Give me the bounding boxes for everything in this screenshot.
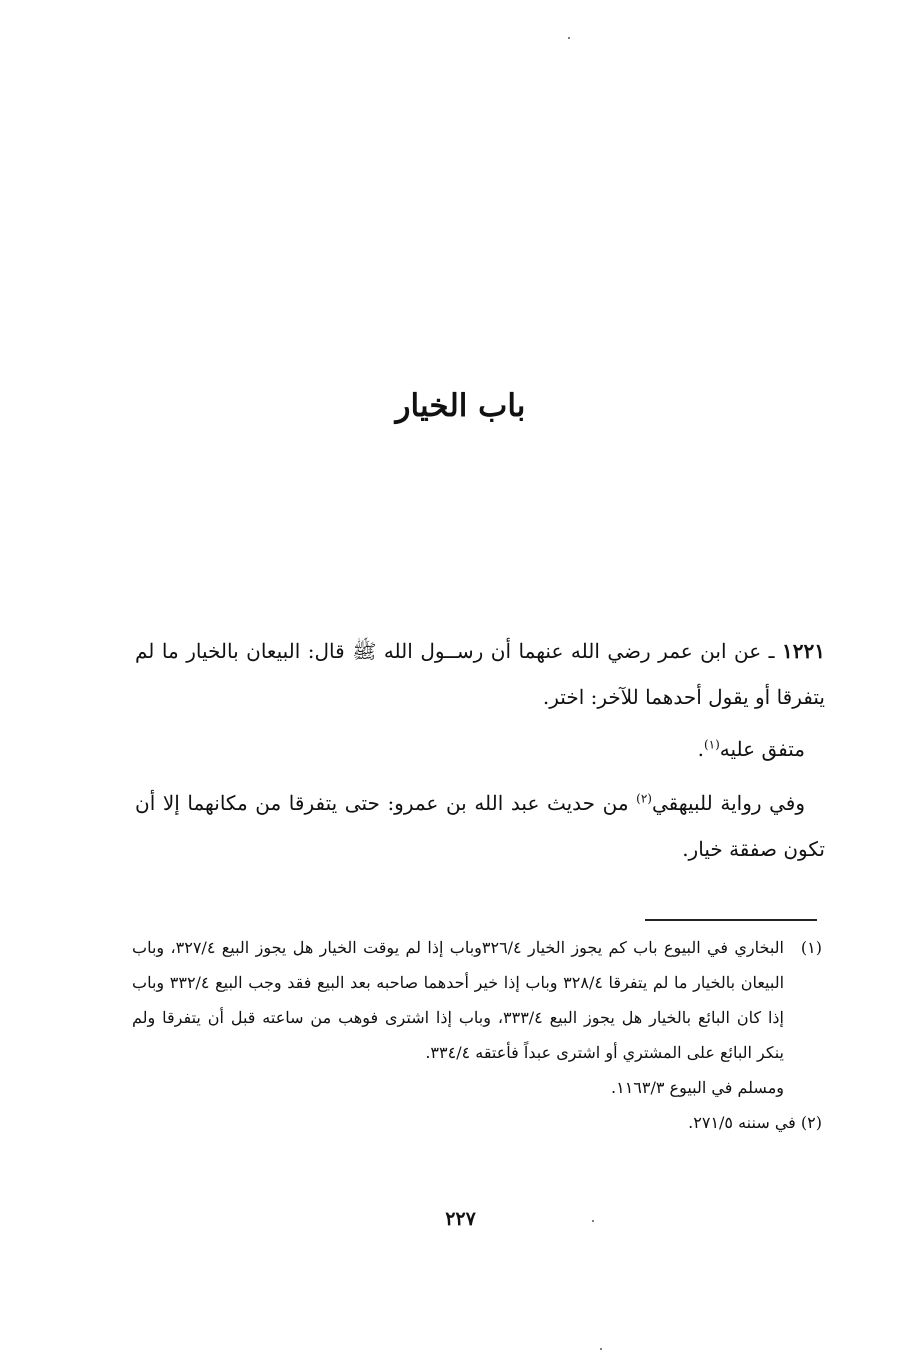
footnote-1-marker: (١)	[800, 938, 822, 957]
hadith-separator: ـ	[761, 639, 783, 663]
scan-speck	[600, 1348, 602, 1350]
hadith-paragraph	[135, 628, 825, 720]
agreed-upon-text: متفق عليه	[719, 737, 805, 761]
chapter-title: باب الخيار	[395, 387, 526, 424]
narration-intro: وفي رواية للبيهقي	[651, 791, 806, 815]
footnote-ref-2[interactable]: (٢)	[636, 791, 652, 806]
footnote-ref-1[interactable]: (١)	[703, 737, 720, 752]
footnote-1	[132, 930, 822, 1070]
footnote-1-continued: ومسلم في البيوع ١١٦٣/٣.	[611, 1078, 784, 1097]
footnote-2-marker: (٢)	[800, 1113, 822, 1132]
footnote-1-text: البخاري في البيوع باب كم يجوز الخيار ٣٢٦/٤وباب إذا لم يوقت الخيار هل يجوز البيع ٣٢٧/٤، وباب البيعان بالخيار ما لم يتفرقا ٣٢٨/٤ وباب إذا خير أحدهما صاحبه بعد البيع فقد وجب البيع ٣٣٢/٤ وباب إذا كان البائع بالخيار هل يجوز البيع ٣٣٣/٤، وباب إذا اشترى فوهب من ساعته قبل أن يتفرقا ولم ينكر البائع على المشتري أو اشترى عبداً فأعتقه ٣٣٤/٤.	[132, 938, 785, 1062]
agreed-upon-end: .	[697, 737, 704, 761]
agreed-upon-line	[135, 726, 825, 772]
page-number: ٢٢٧	[445, 1208, 476, 1230]
scan-speck	[568, 37, 570, 39]
footnote-divider	[645, 919, 817, 921]
footnotes-section	[132, 930, 822, 1140]
narration-text: من حديث عبد الله بن عمرو: حتى يتفرقا من مكانهما إلا أن تكون صفقة خيار.	[135, 791, 825, 861]
footnote-2-text: في سننه ٢٧١/٥.	[688, 1113, 796, 1132]
main-text	[135, 628, 825, 872]
bayhaqi-narration-paragraph	[135, 780, 825, 872]
hadith-number: ١٢٢١	[782, 639, 825, 663]
footnote-2	[132, 1105, 822, 1140]
hadith-text: عن ابن عمر رضي الله عنهما أن رســول الله ﷺ قال: البيعان بالخيار ما لم يتفرقا أو يقول أحدهما للآخر: اختر.	[135, 639, 825, 709]
